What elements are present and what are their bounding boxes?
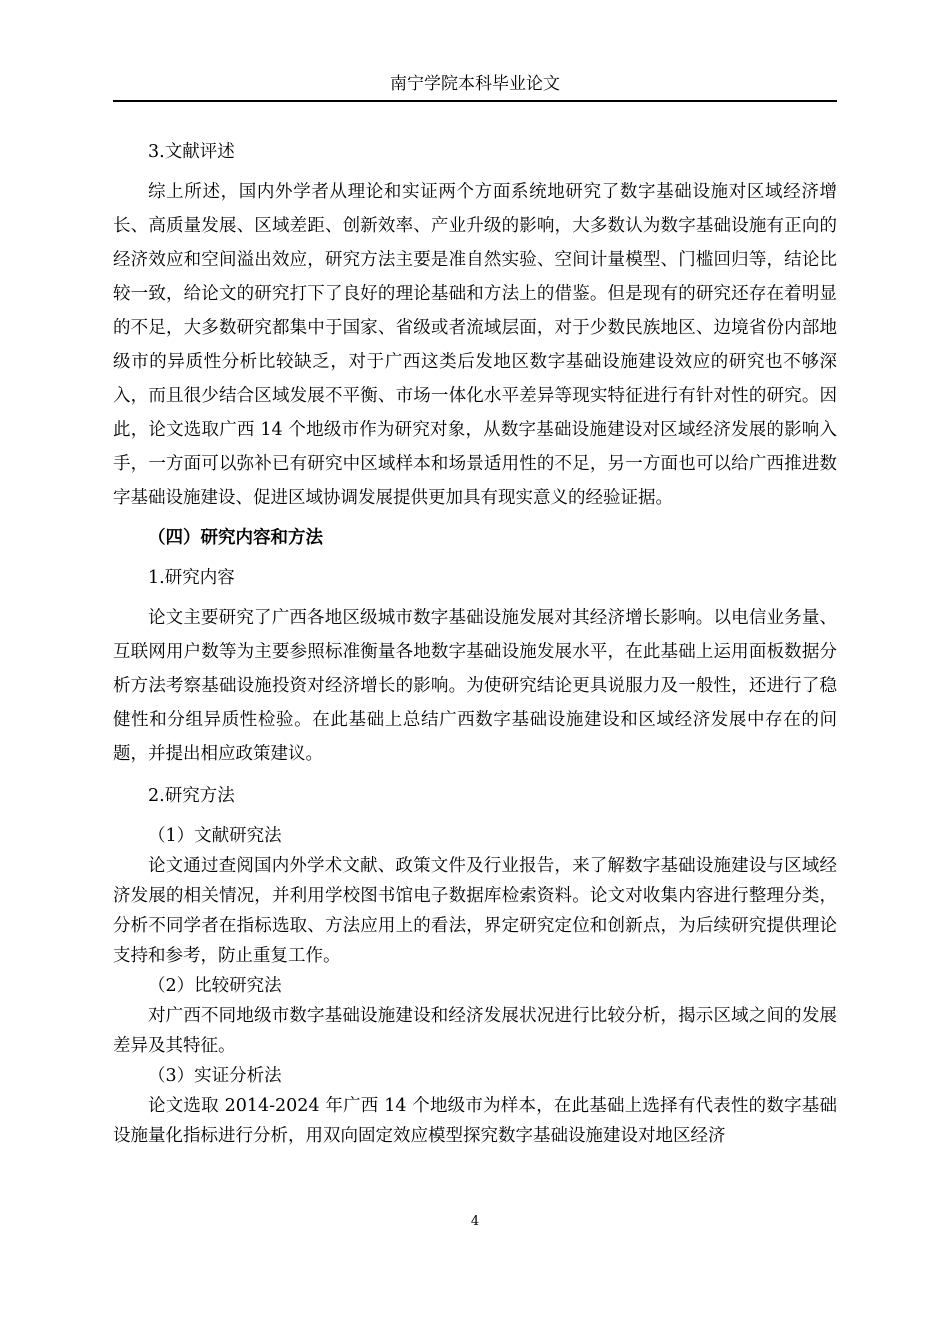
page-body bbox=[113, 135, 837, 1151]
header-rule bbox=[113, 100, 837, 102]
running-header: 南宁学院本科毕业论文 bbox=[390, 74, 560, 94]
content-heading: 1.研究内容 bbox=[148, 568, 235, 588]
method1-heading: （1）文献研究法 bbox=[148, 826, 282, 846]
method2-paragraph: 对广西不同地级市数字基础设施建设和经济发展状况进行比较分析，揭示区域之间的发展差异及其特征。 bbox=[113, 1006, 837, 1056]
page-number: 4 bbox=[470, 1214, 480, 1229]
methods-heading: 2.研究方法 bbox=[148, 786, 235, 806]
content-paragraph: 论文主要研究了广西各地区级城市数字基础设施发展对其经济增长影响。以电信业务量、互联网用户数等为主要参照标准衡量各地数字基础设施发展水平，在此基础上运用面板数据分析方法考察基础设施投资对经济增长的影响。为使研究结论更具说服力及一般性，还进行了稳健性和分组异质性检验。在此基础上总结广西数字基础设施建设和区域经济发展中存在的问题，并提出相应政策建议。 bbox=[113, 608, 837, 764]
review-heading: 3.文献评述 bbox=[148, 142, 235, 162]
method2-heading: （2）比较研究法 bbox=[148, 976, 282, 996]
method1-paragraph: 论文通过查阅国内外学术文献、政策文件及行业报告，来了解数字基础设施建设与区域经济发展的相关情况，并利用学校图书馆电子数据库检索资料。论文对收集内容进行整理分类，分析不同学者在指标选取、方法应用上的看法，界定研究定位和创新点，为后续研究提供理论支持和参考，防止重复工作。 bbox=[113, 856, 837, 966]
section4-heading: （四）研究内容和方法 bbox=[148, 528, 323, 548]
method3-heading: （3）实证分析法 bbox=[148, 1066, 282, 1086]
method3-paragraph: 论文选取 2014-2024 年广西 14 个地级市为样本，在此基础上选择有代表性的数字基础设施量化指标进行分析，用双向固定效应模型探究数字基础设施建设对地区经济 bbox=[113, 1096, 837, 1146]
review-paragraph: 综上所述，国内外学者从理论和实证两个方面系统地研究了数字基础设施对区域经济增长、高质量发展、区域差距、创新效率、产业升级的影响，大多数认为数字基础设施有正向的经济效应和空间溢出效应，研究方法主要是准自然实验、空间计量模型、门槛回归等，结论比较一致，给论文的研究打下了良好的理论基础和方法上的借鉴。但是现有的研究还存在着明显的不足，大多数研究都集中于国家、省级或者流域层面，对于少数民族地区、边境省份内部地级市的异质性分析比较缺乏，对于广西这类后发地区数字基础设施建设效应的研究也不够深入，而且很少结合区域发展不平衡、市场一体化水平差异等现实特征进行有针对性的研究。因此，论文选取广西 14 个地级市作为研究对象，从数字基础设施建设对区域经济发展的影响入手，一方面可以弥补已有研究中区域样本和场景适用性的不足，另一方面也可以给广西推进数字基础设施建设、促进区域协调发展提供更加具有现实意义的经验证据。 bbox=[113, 182, 837, 508]
